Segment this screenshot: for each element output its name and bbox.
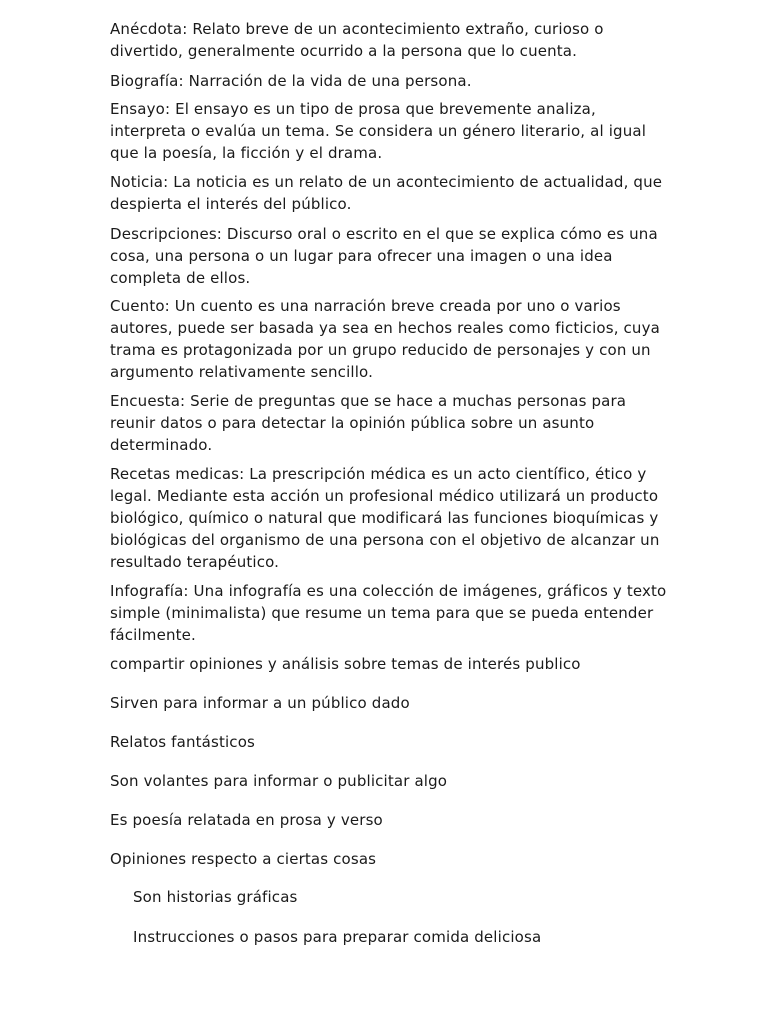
definition-encuesta: Encuesta: Serie de preguntas que se hace a muchas personas para reunir datos o para detectar la opinión pública sobre un asunto determinado. [110, 392, 627, 454]
definition-biografia: Biografía: Narración de la vida de una persona. [110, 72, 472, 90]
short-line-informar: Sirven para informar a un público dado [110, 694, 410, 712]
definition-anecdota: Anécdota: Relato breve de un acontecimiento extraño, curioso o divertido, generalmente ocurrido a la persona que lo cuenta. [110, 20, 604, 60]
short-line-poesia: Es poesía relatada en prosa y verso [110, 811, 383, 829]
short-line-opinion: compartir opiniones y análisis sobre temas de interés publico [110, 655, 581, 673]
short-line-instrucciones: Instrucciones o pasos para preparar comida deliciosa [133, 928, 542, 946]
definition-infografia: Infografía: Una infografía es una colección de imágenes, gráficos y texto simple (minimalista) que resume un tema para que se pueda entender fácilmente. [110, 582, 667, 644]
definition-ensayo: Ensayo: El ensayo es un tipo de prosa que brevemente analiza, interpreta o evalúa un tema. Se considera un género literario, al igual que la poesía, la ficción y el drama. [110, 100, 647, 162]
short-line-relatos: Relatos fantásticos [110, 733, 255, 751]
short-line-volantes: Son volantes para informar o publicitar algo [110, 772, 448, 790]
definition-recetas-medicas: Recetas medicas: La prescripción médica es un acto científico, ético y legal. Mediante esta acción un profesional médico utilizará un producto biológico, químico o natural que modificará las funciones bioquímicas y biológicas del organismo de una persona con el objetivo de alcanzar un resultado terapéutico. [110, 465, 660, 571]
definition-noticia: Noticia: La noticia es un relato de un acontecimiento de actualidad, que despierta el interés del público. [110, 173, 663, 213]
short-line-opiniones: Opiniones respecto a ciertas cosas [110, 850, 377, 868]
definition-cuento: Cuento: Un cuento es una narración breve creada por uno o varios autores, puede ser basada ya sea en hechos reales como ficticios, cuya trama es protagonizada por un grupo reducido de personajes y con un argumento relativamente sencillo. [110, 297, 660, 381]
short-line-historias: Son historias gráficas [133, 888, 298, 906]
definition-descripciones: Descripciones: Discurso oral o escrito en el que se explica cómo es una cosa, una persona o un lugar para ofrecer una imagen o una idea completa de ellos. [110, 225, 658, 287]
